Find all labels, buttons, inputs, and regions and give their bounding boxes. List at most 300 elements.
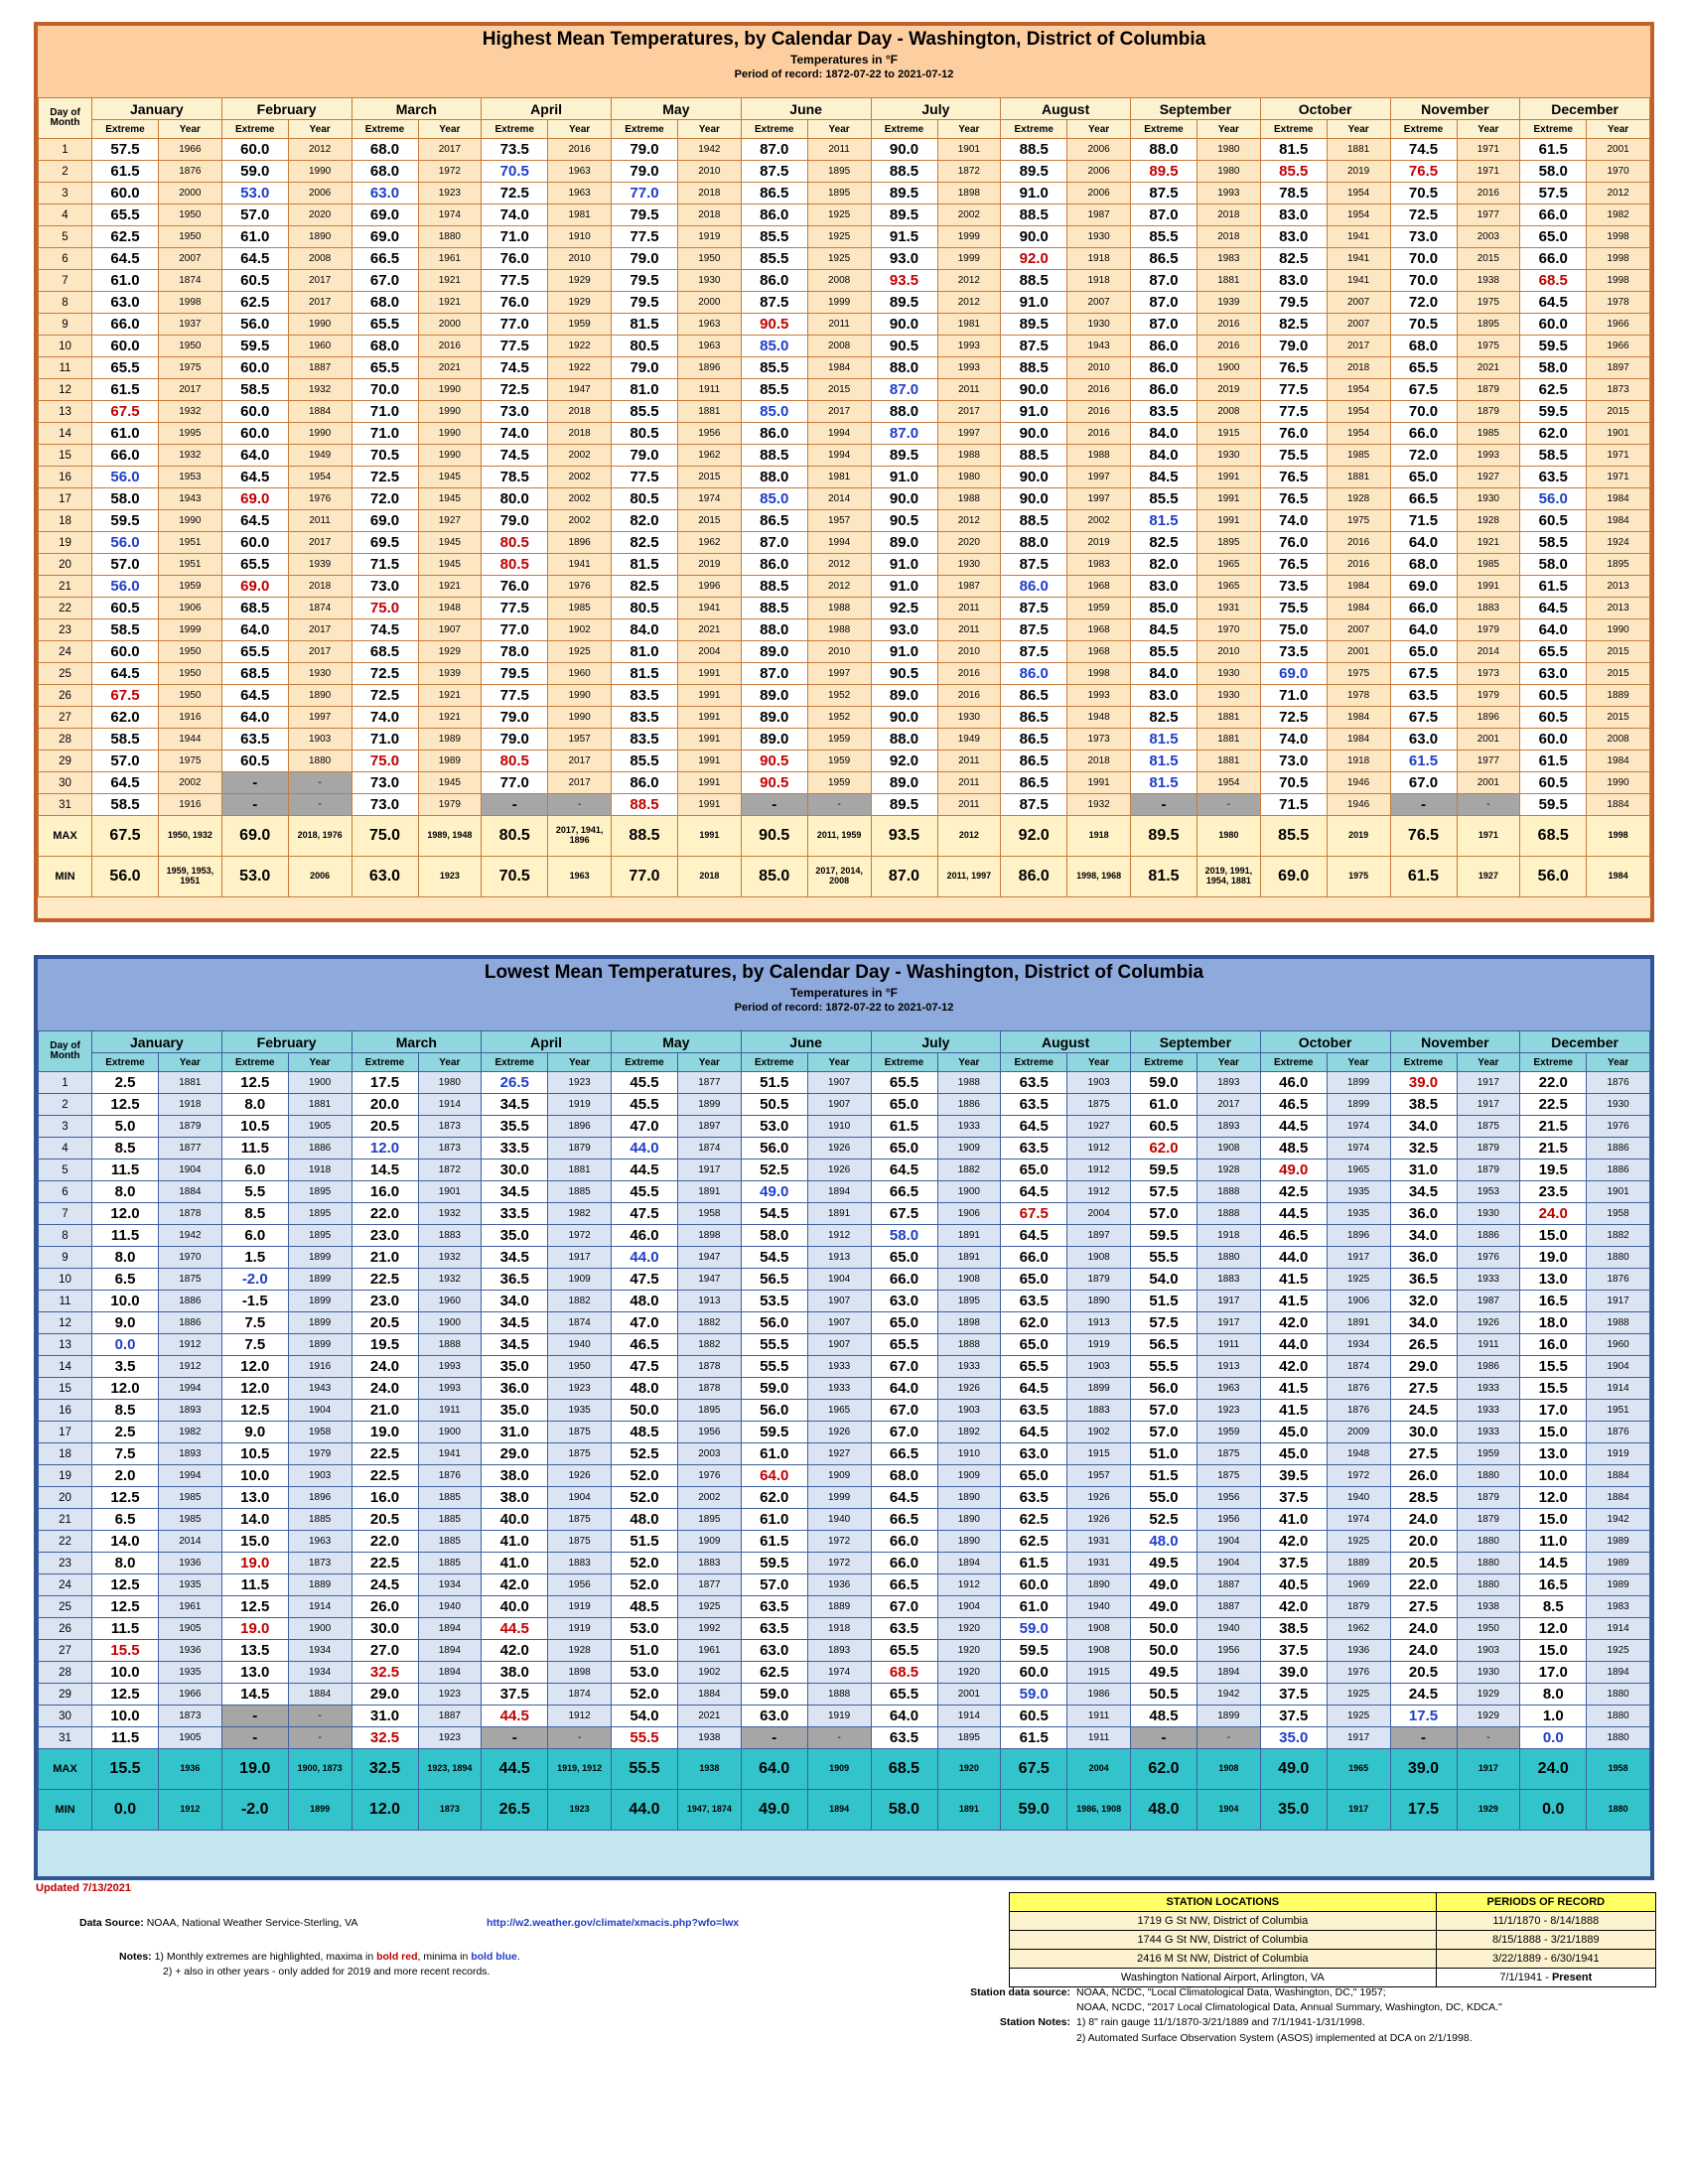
record-year: 1917 xyxy=(1457,1094,1520,1116)
extreme-value: 47.0 xyxy=(612,1312,678,1334)
table-row xyxy=(39,510,1650,532)
record-year: 1943 xyxy=(288,1378,352,1400)
extreme-value: 52.0 xyxy=(612,1487,678,1509)
record-year: 1898 xyxy=(548,1662,612,1684)
extreme-value: 83.5 xyxy=(612,707,678,729)
table-row xyxy=(39,423,1650,445)
record-year: 1999 xyxy=(807,292,871,314)
record-year: 1990 xyxy=(418,401,482,423)
extreme-value: 87.5 xyxy=(1001,794,1067,816)
record-year: 2017 xyxy=(937,401,1001,423)
record-year: 1876 xyxy=(159,161,222,183)
record-year: 1881 xyxy=(288,1094,352,1116)
record-year: 1927 xyxy=(807,1443,871,1465)
extreme-value: 63.5 xyxy=(871,1727,937,1749)
extreme-value: 24.0 xyxy=(1390,1640,1457,1662)
extreme-value: 63.5 xyxy=(1001,1094,1067,1116)
extreme-value: 13.0 xyxy=(221,1487,288,1509)
record-year: 1896 xyxy=(678,357,742,379)
record-year: 1880 xyxy=(418,226,482,248)
record-year: 1880 xyxy=(1457,1553,1520,1574)
record-year: 1930 xyxy=(678,270,742,292)
extreme-value: 73.0 xyxy=(352,576,418,598)
max-extreme-value: 64.0 xyxy=(741,1749,807,1790)
extreme-value: 53.0 xyxy=(741,1116,807,1138)
record-year: 1891 xyxy=(1327,1312,1390,1334)
table-row xyxy=(39,1269,1650,1291)
extreme-value: 44.0 xyxy=(1260,1247,1327,1269)
extreme-value: 12.5 xyxy=(221,1400,288,1422)
extreme-value: 23.0 xyxy=(352,1291,418,1312)
record-year: 1875 xyxy=(1197,1443,1261,1465)
extreme-value: 80.5 xyxy=(612,336,678,357)
record-year: 1895 xyxy=(807,183,871,205)
record-year: 1901 xyxy=(1587,1181,1650,1203)
extreme-value: 42.0 xyxy=(482,1640,548,1662)
record-year: 1875 xyxy=(548,1443,612,1465)
record-year: 2018 xyxy=(1327,357,1390,379)
extreme-value: 80.5 xyxy=(612,598,678,619)
extreme-value: 86.0 xyxy=(612,772,678,794)
record-year: 1908 xyxy=(1197,1138,1261,1160)
extreme-value: 62.5 xyxy=(741,1662,807,1684)
station-locations-header: STATION LOCATIONS xyxy=(1010,1893,1437,1912)
record-year: 1945 xyxy=(418,554,482,576)
extreme-value: 89.5 xyxy=(871,445,937,467)
record-year: 1888 xyxy=(418,1334,482,1356)
record-year: 1950 xyxy=(678,248,742,270)
record-year: 1936 xyxy=(159,1640,222,1662)
station-data-source-1: NOAA, NCDC, "Local Climatological Data, Washington, DC," 1957; xyxy=(1076,1986,1386,1998)
extreme-value: 86.5 xyxy=(1001,685,1067,707)
record-year: 2012 xyxy=(937,270,1001,292)
record-year: 1927 xyxy=(418,510,482,532)
record-year: 1932 xyxy=(418,1203,482,1225)
extreme-value: 63.5 xyxy=(1001,1138,1067,1160)
extreme-value: 52.0 xyxy=(612,1684,678,1706)
record-year: 1950 xyxy=(159,336,222,357)
record-year: 1966 xyxy=(1587,314,1650,336)
record-year: 1925 xyxy=(1327,1706,1390,1727)
record-year: 1912 xyxy=(159,1334,222,1356)
extreme-value: 70.0 xyxy=(1390,270,1457,292)
table-row xyxy=(39,1116,1650,1138)
extreme-value: 84.5 xyxy=(1131,619,1197,641)
extreme-value: 47.5 xyxy=(612,1269,678,1291)
day-number: 14 xyxy=(39,1356,92,1378)
extreme-value: 59.5 xyxy=(1131,1160,1197,1181)
extreme-value: 67.5 xyxy=(1390,379,1457,401)
record-year: 1930 xyxy=(1067,314,1131,336)
record-year: 1994 xyxy=(807,532,871,554)
record-year: 1896 xyxy=(1457,707,1520,729)
record-year: 1990 xyxy=(418,445,482,467)
extreme-value: 87.5 xyxy=(1001,619,1067,641)
extreme-value: 46.0 xyxy=(1260,1072,1327,1094)
day-number: 16 xyxy=(39,467,92,488)
table-row xyxy=(39,161,1650,183)
record-year: 1971 xyxy=(1457,139,1520,161)
extreme-value: 8.5 xyxy=(221,1203,288,1225)
day-number: 2 xyxy=(39,161,92,183)
table-row xyxy=(39,1181,1650,1203)
extreme-value: 48.0 xyxy=(612,1291,678,1312)
table-row xyxy=(39,205,1650,226)
record-year: 1890 xyxy=(937,1531,1001,1553)
record-year: 1954 xyxy=(1197,772,1261,794)
extreme-value: 65.0 xyxy=(1520,226,1587,248)
extreme-value: 72.0 xyxy=(1390,292,1457,314)
extreme-value: 64.5 xyxy=(92,772,159,794)
record-year: 1988 xyxy=(807,619,871,641)
record-year: 1990 xyxy=(1587,772,1650,794)
extreme-value: 42.0 xyxy=(1260,1531,1327,1553)
table-row xyxy=(39,292,1650,314)
extreme-value: 15.5 xyxy=(1520,1356,1587,1378)
extreme-value: 67.0 xyxy=(871,1400,937,1422)
extreme-value: 60.0 xyxy=(221,532,288,554)
year-header: Year xyxy=(1197,120,1261,139)
day-number: 28 xyxy=(39,729,92,751)
min-extreme-value: 85.0 xyxy=(741,857,807,897)
min-record-years: 1912 xyxy=(159,1790,222,1831)
record-year: 1999 xyxy=(807,1487,871,1509)
extreme-value: 67.0 xyxy=(871,1356,937,1378)
max-record-years: 1965 xyxy=(1327,1749,1390,1790)
record-year: 1900 xyxy=(937,1181,1001,1203)
day-number: 16 xyxy=(39,1400,92,1422)
extreme-value: 52.0 xyxy=(612,1553,678,1574)
extreme-value: 67.0 xyxy=(871,1596,937,1618)
record-year: 1874 xyxy=(159,270,222,292)
record-year: 2017 xyxy=(288,619,352,641)
station-location: 1719 G St NW, District of Columbia xyxy=(1010,1912,1437,1931)
record-year: 1975 xyxy=(1457,336,1520,357)
extreme-value: 11.0 xyxy=(1520,1531,1587,1553)
min-extreme-value: 44.0 xyxy=(612,1790,678,1831)
record-year: 2018 xyxy=(1067,751,1131,772)
extreme-value: 77.5 xyxy=(1260,401,1327,423)
record-year: 2017 xyxy=(548,772,612,794)
extreme-value: 86.0 xyxy=(741,423,807,445)
record-year: 2001 xyxy=(1587,139,1650,161)
record-year: 1908 xyxy=(1067,1618,1131,1640)
record-year: 1873 xyxy=(288,1553,352,1574)
record-year: 1976 xyxy=(1457,1247,1520,1269)
record-year: - xyxy=(1197,794,1261,816)
max-label: MAX xyxy=(39,816,92,857)
record-year: 1911 xyxy=(1457,1334,1520,1356)
record-year: 1959 xyxy=(548,314,612,336)
record-year: 2017 xyxy=(288,532,352,554)
extreme-value: 22.5 xyxy=(352,1443,418,1465)
month-header: January xyxy=(92,1031,222,1053)
table-row xyxy=(39,1509,1650,1531)
record-year: 1981 xyxy=(548,205,612,226)
periods-of-record-header: PERIODS OF RECORD xyxy=(1436,1893,1655,1912)
min-record-years: 1986, 1908 xyxy=(1067,1790,1131,1831)
record-year: 1986 xyxy=(1457,1356,1520,1378)
min-extreme-value: -2.0 xyxy=(221,1790,288,1831)
extreme-value: 65.5 xyxy=(92,205,159,226)
record-year: 2018 xyxy=(678,205,742,226)
table-row xyxy=(39,685,1650,707)
data-source xyxy=(79,1916,357,1931)
extreme-value: 37.5 xyxy=(1260,1706,1327,1727)
record-year: 1886 xyxy=(1587,1138,1650,1160)
record-year: 1883 xyxy=(1457,598,1520,619)
record-year: 1949 xyxy=(288,445,352,467)
record-year: 1910 xyxy=(807,1116,871,1138)
extreme-value: 60.5 xyxy=(221,751,288,772)
extreme-value: 48.5 xyxy=(612,1596,678,1618)
extreme-value: 36.5 xyxy=(1390,1269,1457,1291)
record-year: 1904 xyxy=(1197,1553,1261,1574)
extreme-value: 34.0 xyxy=(1390,1116,1457,1138)
extreme-value: 8.0 xyxy=(92,1553,159,1574)
extreme-value: 50.0 xyxy=(1131,1618,1197,1640)
extreme-value: 63.0 xyxy=(741,1706,807,1727)
record-year: 1963 xyxy=(288,1531,352,1553)
station-row xyxy=(1010,1912,1656,1931)
record-year: 1951 xyxy=(159,554,222,576)
extreme-value: 46.0 xyxy=(612,1225,678,1247)
record-year: 1912 xyxy=(807,1225,871,1247)
record-year: 1910 xyxy=(937,1443,1001,1465)
record-year: 1993 xyxy=(418,1356,482,1378)
extreme-header: Extreme xyxy=(221,1053,288,1072)
record-year: 1880 xyxy=(1587,1727,1650,1749)
record-year: 1919 xyxy=(1587,1443,1650,1465)
day-number: 5 xyxy=(39,1160,92,1181)
record-year: 1974 xyxy=(678,488,742,510)
min-extreme-value: 53.0 xyxy=(221,857,288,897)
record-year: 1948 xyxy=(1067,707,1131,729)
record-year: 1990 xyxy=(288,423,352,445)
extreme-value: 71.0 xyxy=(1260,685,1327,707)
extreme-value: 64.5 xyxy=(221,685,288,707)
record-year: 1991 xyxy=(1067,772,1131,794)
extreme-value: 70.5 xyxy=(1390,183,1457,205)
extreme-value: 65.5 xyxy=(1520,641,1587,663)
extreme-value: 32.5 xyxy=(352,1727,418,1749)
record-year: 1970 xyxy=(1197,619,1261,641)
record-year: 1893 xyxy=(1197,1072,1261,1094)
extreme-value: 59.5 xyxy=(1520,336,1587,357)
record-year: 1903 xyxy=(1067,1072,1131,1094)
month-header: May xyxy=(612,1031,742,1053)
record-year: 1888 xyxy=(807,1684,871,1706)
extreme-value: 88.5 xyxy=(1001,139,1067,161)
extreme-value: 55.5 xyxy=(1131,1247,1197,1269)
extreme-value: 56.0 xyxy=(741,1138,807,1160)
extreme-value: 40.0 xyxy=(482,1596,548,1618)
extreme-value: 22.5 xyxy=(352,1553,418,1574)
table-row xyxy=(39,641,1650,663)
table-row xyxy=(39,139,1650,161)
extreme-value: 77.0 xyxy=(482,314,548,336)
extreme-value: 24.5 xyxy=(1390,1400,1457,1422)
record-year: 1900 xyxy=(418,1422,482,1443)
extreme-value: 85.5 xyxy=(612,751,678,772)
record-year: 1895 xyxy=(937,1727,1001,1749)
table-row xyxy=(39,248,1650,270)
extreme-value: 53.5 xyxy=(741,1291,807,1312)
data-source-link[interactable]: http://w2.weather.gov/climate/xmacis.php?wfo=lwx xyxy=(487,1917,740,1929)
record-year: 1989 xyxy=(1587,1574,1650,1596)
table-row xyxy=(39,270,1650,292)
extreme-value: 61.5 xyxy=(1390,751,1457,772)
record-year: 1928 xyxy=(548,1640,612,1662)
extreme-value: 87.0 xyxy=(1131,205,1197,226)
record-year: 1921 xyxy=(418,685,482,707)
record-year: 1918 xyxy=(159,1094,222,1116)
record-year: 1899 xyxy=(678,1094,742,1116)
record-year: 1881 xyxy=(1197,751,1261,772)
record-year: 2015 xyxy=(678,467,742,488)
record-year: 1990 xyxy=(548,685,612,707)
extreme-value: 72.5 xyxy=(352,663,418,685)
extreme-header: Extreme xyxy=(741,120,807,139)
extreme-value: 10.0 xyxy=(92,1291,159,1312)
table-row xyxy=(39,598,1650,619)
record-year: 1985 xyxy=(548,598,612,619)
year-header: Year xyxy=(1587,1053,1650,1072)
record-year: 1991 xyxy=(678,751,742,772)
extreme-value: 56.0 xyxy=(741,1312,807,1334)
min-record-years: 1927 xyxy=(1457,857,1520,897)
extreme-value: 63.5 xyxy=(871,1618,937,1640)
record-year: 1915 xyxy=(1197,423,1261,445)
extreme-value: 12.0 xyxy=(92,1378,159,1400)
record-year: 1912 xyxy=(1067,1138,1131,1160)
extreme-value: 59.0 xyxy=(1131,1072,1197,1094)
extreme-value: 74.0 xyxy=(1260,510,1327,532)
extreme-value: 69.0 xyxy=(221,488,288,510)
extreme-value: 90.5 xyxy=(741,772,807,794)
day-of-month-header: Day of Month xyxy=(39,1031,92,1072)
record-year: 1960 xyxy=(418,1291,482,1312)
record-year: 2011 xyxy=(807,139,871,161)
record-year: 2007 xyxy=(1067,292,1131,314)
extreme-value: 27.0 xyxy=(352,1640,418,1662)
extreme-value: 39.0 xyxy=(1260,1662,1327,1684)
extreme-value: 24.0 xyxy=(1390,1509,1457,1531)
record-year: 1966 xyxy=(159,1684,222,1706)
station-row xyxy=(1010,1969,1656,1987)
record-year: 1903 xyxy=(288,729,352,751)
extreme-value: 22.5 xyxy=(352,1269,418,1291)
min-record-years: 2019, 1991, 1954, 1881 xyxy=(1197,857,1261,897)
record-year: 1932 xyxy=(159,401,222,423)
day-number: 8 xyxy=(39,1225,92,1247)
extreme-value: 16.5 xyxy=(1520,1291,1587,1312)
extreme-value: 60.0 xyxy=(92,641,159,663)
station-note-1: 1) 8" rain gauge 11/1/1870-3/21/1889 and 7/1/1941-1/31/1998. xyxy=(1076,2016,1365,2029)
extreme-value: 85.5 xyxy=(741,379,807,401)
record-year: 2001 xyxy=(1457,729,1520,751)
record-year: 1894 xyxy=(418,1640,482,1662)
extreme-value: 60.0 xyxy=(92,336,159,357)
max-extreme-value: 24.0 xyxy=(1520,1749,1587,1790)
extreme-value: 52.5 xyxy=(741,1160,807,1181)
record-year: 1988 xyxy=(937,445,1001,467)
extreme-value: 57.0 xyxy=(1131,1422,1197,1443)
extreme-value: 81.5 xyxy=(612,554,678,576)
record-year: 1877 xyxy=(159,1138,222,1160)
record-year: 1963 xyxy=(548,183,612,205)
record-year: 1879 xyxy=(1457,1160,1520,1181)
extreme-value: 88.0 xyxy=(871,357,937,379)
year-header: Year xyxy=(548,1053,612,1072)
record-year: 1975 xyxy=(159,357,222,379)
record-year: 1974 xyxy=(1327,1116,1390,1138)
extreme-value: 11.5 xyxy=(92,1727,159,1749)
extreme-value: 67.0 xyxy=(352,270,418,292)
extreme-value: 39.5 xyxy=(1260,1465,1327,1487)
record-year: 1954 xyxy=(1327,423,1390,445)
record-year: 1930 xyxy=(1457,1662,1520,1684)
min-record-years: 1923 xyxy=(418,857,482,897)
record-year: 1953 xyxy=(1457,1181,1520,1203)
extreme-value: 33.5 xyxy=(482,1138,548,1160)
extreme-value: 71.0 xyxy=(482,226,548,248)
record-year: 1942 xyxy=(1587,1509,1650,1531)
extreme-value: - xyxy=(221,1706,288,1727)
record-year: 1941 xyxy=(678,598,742,619)
record-year: 2017 xyxy=(548,751,612,772)
record-year: 1941 xyxy=(418,1443,482,1465)
record-year: 1965 xyxy=(1197,554,1261,576)
record-year: 2000 xyxy=(418,314,482,336)
extreme-value: 87.0 xyxy=(741,139,807,161)
min-record-years: 1984 xyxy=(1587,857,1650,897)
record-year: 1936 xyxy=(807,1574,871,1596)
record-year: 1891 xyxy=(937,1225,1001,1247)
extreme-value: 62.5 xyxy=(1001,1531,1067,1553)
extreme-value: 61.5 xyxy=(1520,751,1587,772)
extreme-value: 77.5 xyxy=(1260,379,1327,401)
table-row xyxy=(39,314,1650,336)
updated-date: Updated 7/13/2021 xyxy=(36,1882,131,1894)
min-record-years: 2017, 2014, 2008 xyxy=(807,857,871,897)
extreme-value: 57.5 xyxy=(1131,1181,1197,1203)
record-year: 1994 xyxy=(159,1465,222,1487)
note-1-end: . xyxy=(516,1951,520,1963)
max-extreme-value: 68.5 xyxy=(871,1749,937,1790)
record-year: 1947 xyxy=(678,1269,742,1291)
record-year: 1917 xyxy=(678,1160,742,1181)
record-year: 1889 xyxy=(807,1596,871,1618)
extreme-value: 65.5 xyxy=(221,554,288,576)
extreme-value: 67.5 xyxy=(92,401,159,423)
record-year: 2008 xyxy=(1587,729,1650,751)
record-year: 1954 xyxy=(1327,183,1390,205)
extreme-value: 20.5 xyxy=(352,1116,418,1138)
record-year: 1899 xyxy=(288,1291,352,1312)
extreme-value: 58.0 xyxy=(1520,357,1587,379)
record-year: 1917 xyxy=(1327,1247,1390,1269)
data-source-text: NOAA, National Weather Service-Sterling, VA xyxy=(146,1917,358,1929)
record-year: 1912 xyxy=(937,1574,1001,1596)
record-year: 1984 xyxy=(1327,576,1390,598)
record-year: 1989 xyxy=(418,729,482,751)
extreme-value: 62.5 xyxy=(92,226,159,248)
extreme-value: 66.0 xyxy=(92,445,159,467)
record-year: 1961 xyxy=(418,248,482,270)
extreme-value: 19.0 xyxy=(221,1618,288,1640)
extreme-value: 74.5 xyxy=(352,619,418,641)
